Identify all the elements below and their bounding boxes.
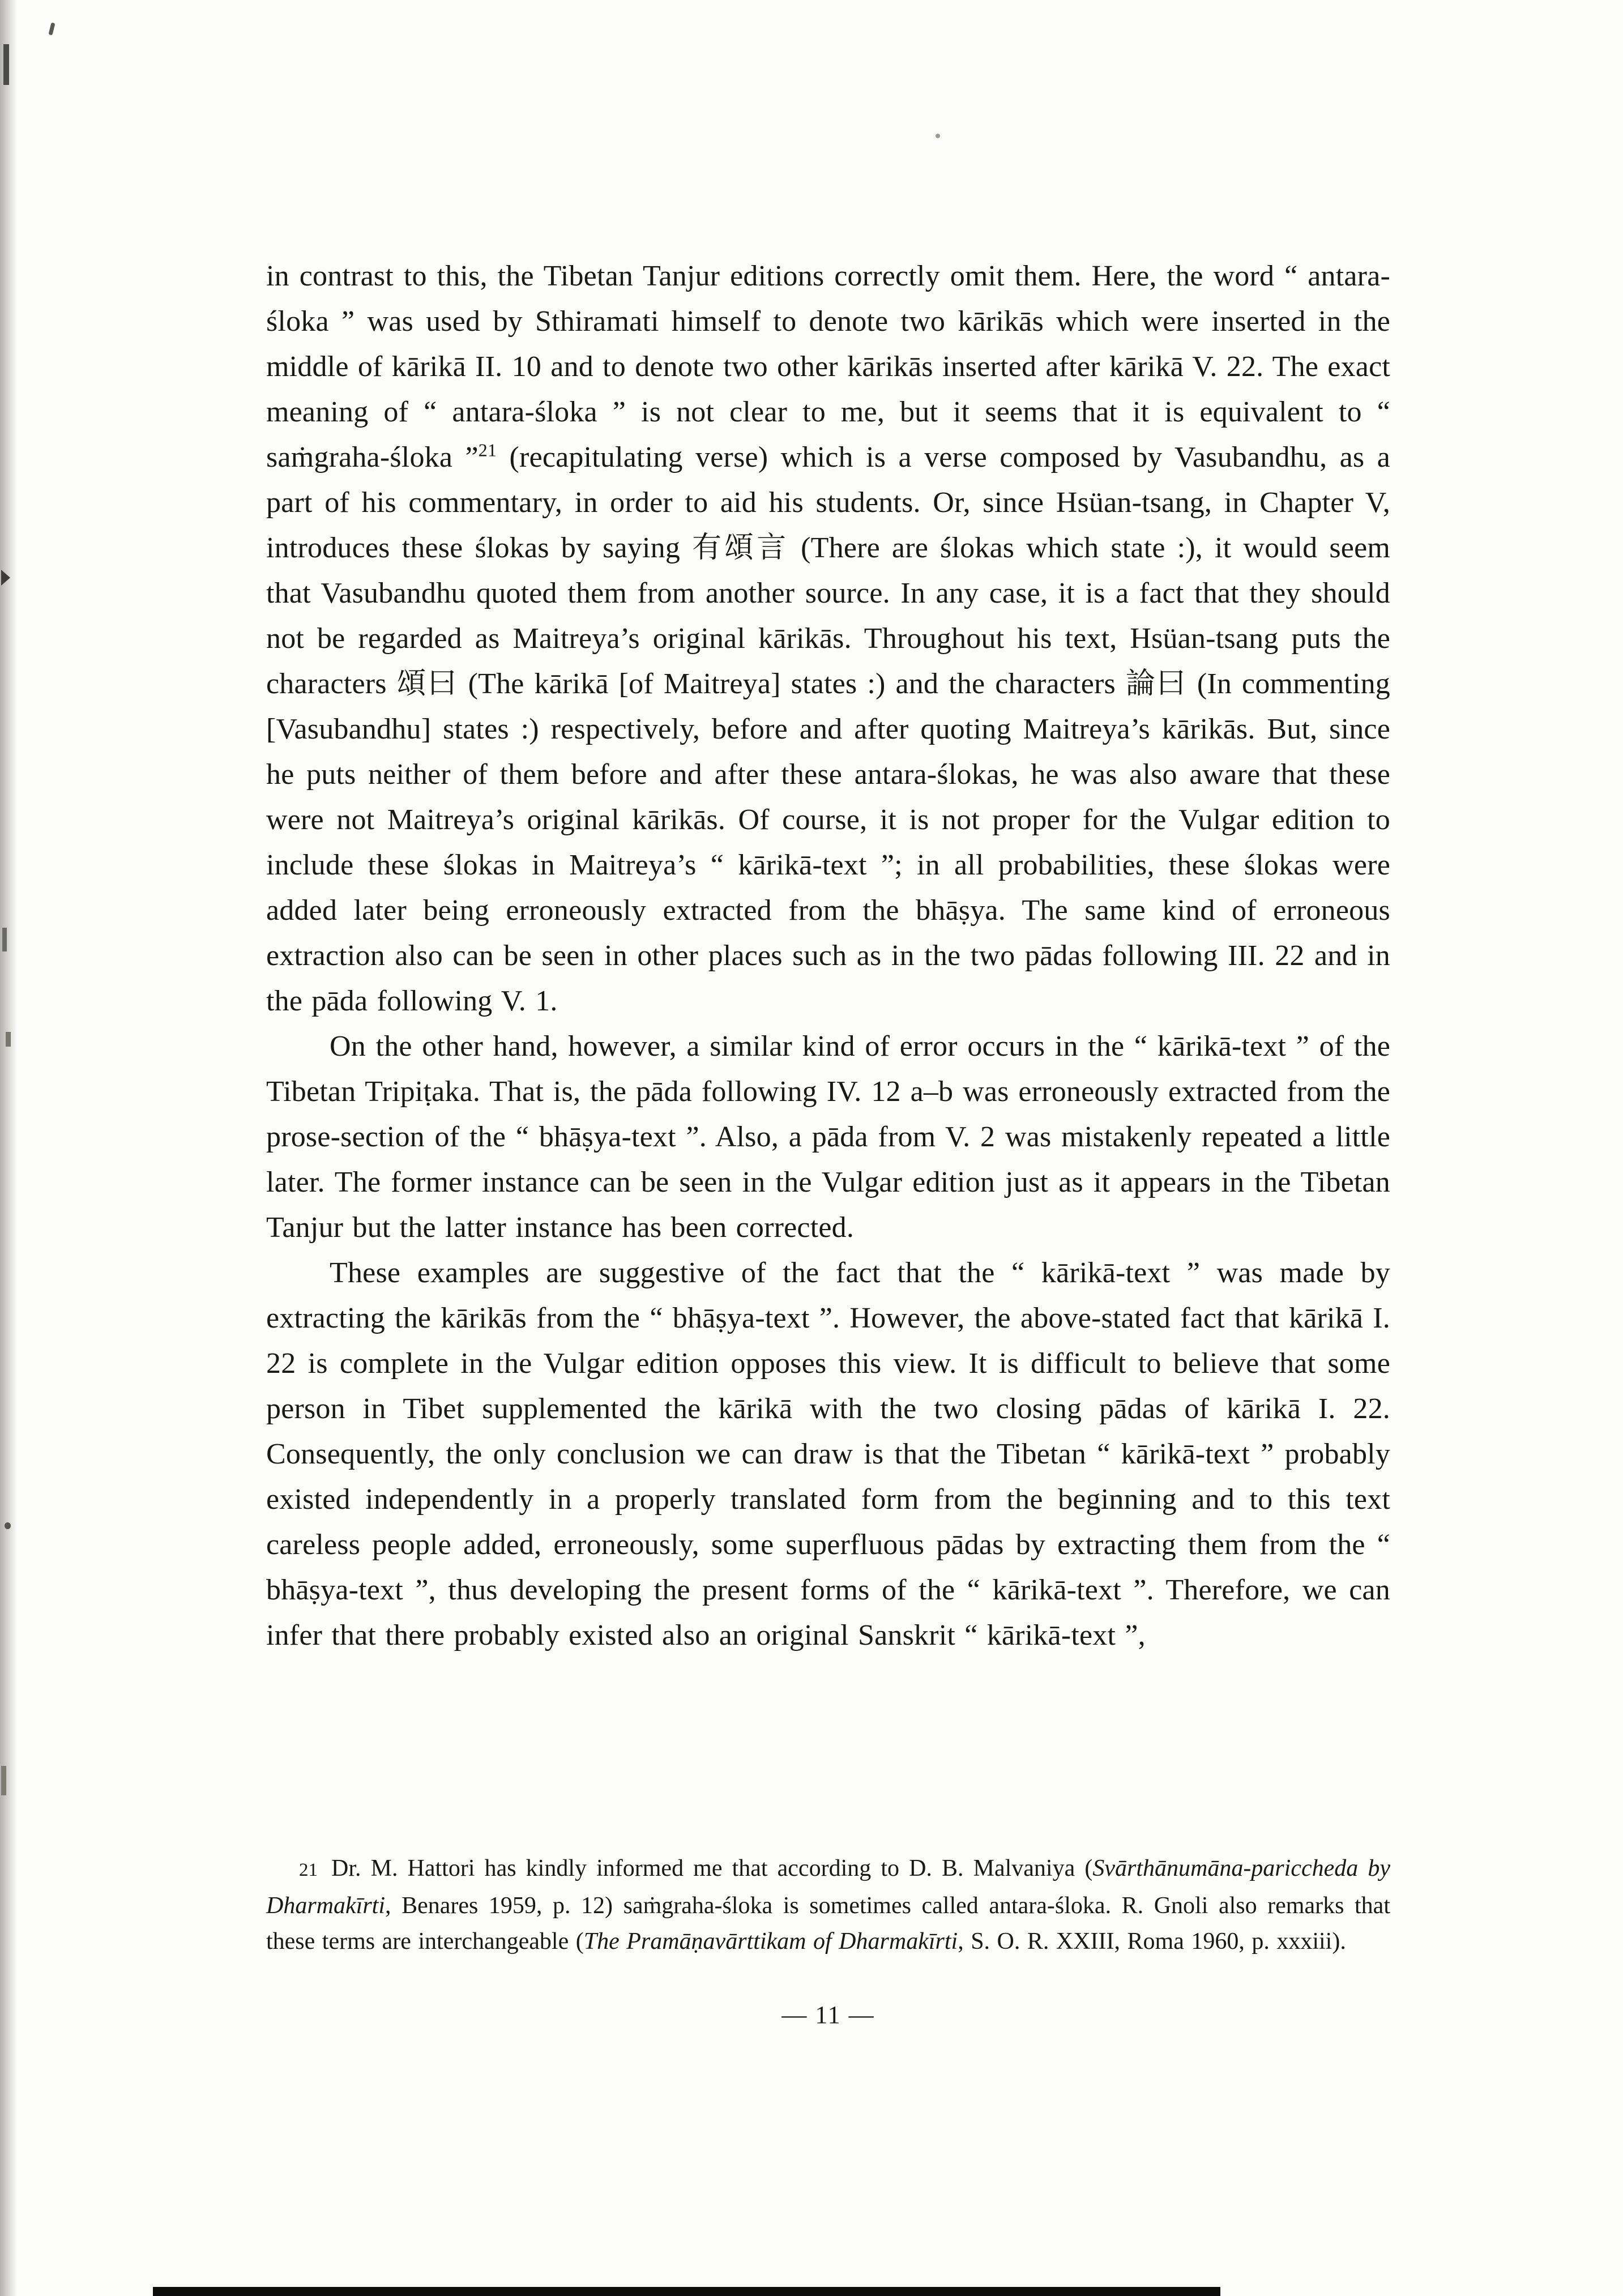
- scan-artifact-top-speck: [48, 22, 55, 35]
- footnote-text-2: , Benares 1959, p. 12) saṁgraha-śloka is sometimes called antara-śloka. R. Gnoli also remarks that these terms are interchangeable (: [266, 1893, 1390, 1954]
- scan-artifact-left-edge-1: [3, 44, 9, 85]
- body-text: [266, 254, 1390, 1658]
- scan-artifact-left-edge-4: [6, 1032, 11, 1047]
- scan-artifact-left-edge-3: [2, 928, 7, 951]
- scan-artifact-left-edge-5: [5, 1522, 11, 1529]
- scan-artifact-left-edge-6: [1, 1766, 6, 1795]
- scan-edge-bar-bottom: [153, 2287, 1220, 2296]
- paragraph-3: These examples are suggestive of the fact that the “ kārikā-text ” was made by extracting the kārikās from the “ bhāṣya-text ”. However, the above-stated fact that kārikā I. 22 is complete in the Vulgar edition opposes this view. It is difficult to believe that some person in Tibet supplemented the kārikā with the two closing pādas of kārikā I. 22. Consequently, the only conclusion we can draw is that the Tibetan “ kārikā-text ” probably existed independently in a properly translated form from the beginning and to this text careless people added, erroneously, some superfluous pādas by extracting them from the “ bhāṣya-text ”, thus developing the present forms of the “ kārikā-text ”. Therefore, we can infer that there probably existed also an original Sanskrit “ kārikā-text ”,: [266, 1257, 1390, 1651]
- paragraph-1-text-continued: (recapitulating verse) which is a verse composed by Vasubandhu, as a part of his commentary, in order to aid his students. Or, since Hsüan-tsang, in Chapter V, introduces these ślokas by saying 有頌言 (There are ślokas which state :), it would seem that Vasubandhu quoted them from another source. In any case, it is a fact that they should not be regarded as Maitreya’s original kārikās. Throughout his text, Hsüan-tsang puts the characters 頌曰 (The kārikā [of Maitreya] states :) and the characters 論曰 (In commenting [Vasubandhu] states :) respectively, before and after quoting Maitreya’s kārikās. But, since he puts neither of them before and after these antara-ślokas, he was also aware that these were not Maitreya’s original kārikās. Of course, it is not proper for the Vulgar edition to include these ślokas in Maitreya’s “ kārikā-text ”; in all probabilities, these ślokas were added later being erroneously extracted from the bhāṣya. The same kind of erroneous extraction also can be seen in other places such as in the two pādas following III. 22 and in the pāda following V. 1.: [266, 441, 1390, 1017]
- scan-artifact-dot: [936, 134, 940, 138]
- paragraph-2: On the other hand, however, a similar kind of error occurs in the “ kārikā-text ” of the Tibetan Tripiṭaka. That is, the pāda following IV. 12 a–b was erroneously extracted from the prose-section of the “ bhāṣya-text ”. Also, a pāda from V. 2 was mistakenly repeated a little later. The former instance can be seen in the Vulgar edition just as it appears in the Tibetan Tanjur but the latter instance has been corrected.: [266, 1030, 1390, 1244]
- footnote-reference-21: 21: [478, 439, 497, 460]
- page-number: — 11 —: [781, 2001, 875, 2029]
- footnote-21: [266, 1851, 1390, 1960]
- footnote-text-3: , S. O. R. XXIII, Roma 1960, p. xxxiii).: [958, 1928, 1346, 1954]
- footnote-italic-title-2: The Pramāṇavārttikam of Dharmakīrti: [583, 1928, 958, 1954]
- footnote-italic-title-1: Svārthānumāna-pariccheda by Dharmakīrti: [266, 1855, 1390, 1919]
- paragraph-1: [266, 254, 1390, 1024]
- footnote-marker: 21: [299, 1860, 318, 1880]
- footnote-text-1: Dr. M. Hattori has kindly informed me that according to D. B. Malvaniya (: [331, 1855, 1093, 1881]
- scan-edge-shading: [0, 0, 17, 2296]
- paragraph-1-text: in contrast to this, the Tibetan Tanjur editions correctly omit them. Here, the word “ antara-śloka ” was used by Sthiramati himself to denote two kārikās which were inserted in the middle of kārikā II. 10 and to denote two other kārikās inserted after kārikā V. 22. The exact meaning of “ antara-śloka ” is not clear to me, but it seems that it is equivalent to “ saṁgraha-śloka ”: [266, 260, 1390, 473]
